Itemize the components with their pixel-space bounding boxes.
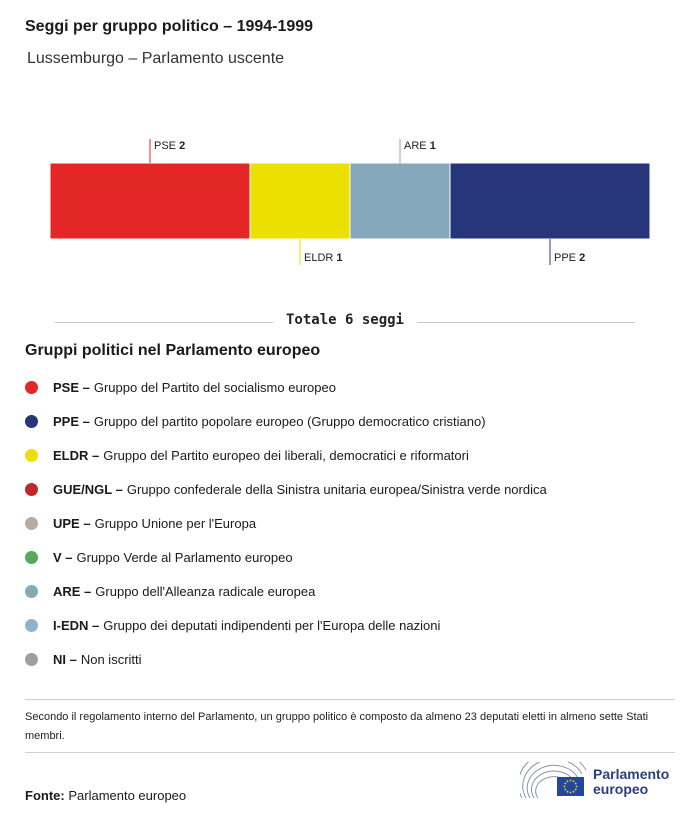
note-divider-top (25, 699, 675, 700)
source-label: Fonte: (25, 788, 65, 803)
footnote: Secondo il regolamento interno del Parlamento, un gruppo politico è composto da almeno 23 deputati eletti in almeno sette Stati membri. (25, 711, 649, 742)
legend-desc: Non iscritti (80, 651, 142, 667)
legend-desc: Gruppo del Partito europeo dei liberali, democratici e riformatori (103, 447, 469, 463)
legend-color-dot (25, 653, 38, 666)
legend-color-dot (25, 483, 38, 496)
chart-subtitle: Lussemburgo – Parlamento uscente (27, 50, 285, 67)
note-divider-bottom (25, 752, 675, 753)
eu-star-icon (575, 783, 577, 785)
legend-color-dot (25, 619, 38, 632)
legend-item (25, 642, 547, 676)
logo-line-2: europeo (593, 781, 649, 797)
eu-star-icon (576, 786, 578, 788)
chart-title: Seggi per gruppo politico – 1994-1999 (25, 18, 314, 35)
bar-segment-ppe (450, 163, 650, 239)
legend-item (25, 438, 547, 472)
eu-star-icon (564, 789, 566, 791)
legend-color-dot (25, 585, 38, 598)
eu-star-icon (573, 791, 575, 793)
data-label-are: ARE 1 (404, 140, 436, 152)
eu-star-icon (564, 783, 566, 785)
legend-item (25, 370, 547, 404)
eu-star-icon (567, 780, 569, 782)
legend-desc: Gruppo dell'Alleanza radicale europea (95, 583, 316, 599)
legend-abbr: UPE – (53, 515, 91, 531)
parliament-logo (520, 762, 690, 802)
bar-segment-are (350, 163, 450, 239)
total-seats-row (55, 312, 635, 332)
legend-item (25, 540, 547, 574)
legend-abbr: V – (53, 549, 73, 565)
data-label-pse: PSE 2 (154, 140, 186, 152)
bar-segment-eldr (250, 163, 350, 239)
bar-segment-pse (50, 163, 250, 239)
legend-abbr: ELDR – (53, 447, 100, 463)
logo-text (593, 767, 669, 797)
legend-desc: Gruppo Verde al Parlamento europeo (76, 549, 293, 565)
eu-star-icon (564, 786, 566, 788)
source-text: Parlamento europeo (68, 788, 187, 803)
eu-star-icon (570, 792, 572, 794)
legend-desc: Gruppo del Partito del socialismo europeo (93, 379, 336, 395)
total-seats-label: Totale 6 seggi (285, 312, 404, 328)
legend-color-dot (25, 381, 38, 394)
legend-list (25, 370, 547, 676)
logo-line-1: Parlamento (593, 766, 670, 782)
seat-bar-chart (0, 120, 700, 280)
legend-item (25, 574, 547, 608)
legend-color-dot (25, 449, 38, 462)
legend-color-dot (25, 415, 38, 428)
data-label-eldr: ELDR 1 (304, 252, 343, 264)
source (25, 788, 186, 803)
legend-title: Gruppi politici nel Parlamento europeo (25, 342, 321, 359)
legend-abbr: ARE – (53, 583, 92, 599)
eu-star-icon (575, 789, 577, 791)
legend-abbr: PSE – (53, 379, 90, 395)
eu-star-icon (570, 780, 572, 782)
legend-item (25, 506, 547, 540)
legend-item (25, 472, 547, 506)
legend-item (25, 608, 547, 642)
legend-abbr: NI – (53, 651, 77, 667)
legend-desc: Gruppo dei deputati indipendenti per l'Europa delle nazioni (103, 617, 441, 633)
data-label-ppe: PPE 2 (554, 252, 586, 264)
legend-desc: Gruppo confederale della Sinistra unitaria europea/Sinistra verde nordica (126, 481, 547, 497)
legend-item (25, 404, 547, 438)
legend-color-dot (25, 517, 38, 530)
eu-star-icon (573, 780, 575, 782)
legend-abbr: PPE – (53, 413, 90, 429)
legend-color-dot (25, 551, 38, 564)
legend-abbr: GUE/NGL – (53, 481, 123, 497)
parliament-emblem-icon (520, 762, 590, 802)
legend-abbr: I-EDN – (53, 617, 100, 633)
legend-desc: Gruppo del partito popolare europeo (Gruppo democratico cristiano) (93, 413, 486, 429)
legend-desc: Gruppo Unione per l'Europa (94, 515, 257, 531)
eu-star-icon (567, 791, 569, 793)
